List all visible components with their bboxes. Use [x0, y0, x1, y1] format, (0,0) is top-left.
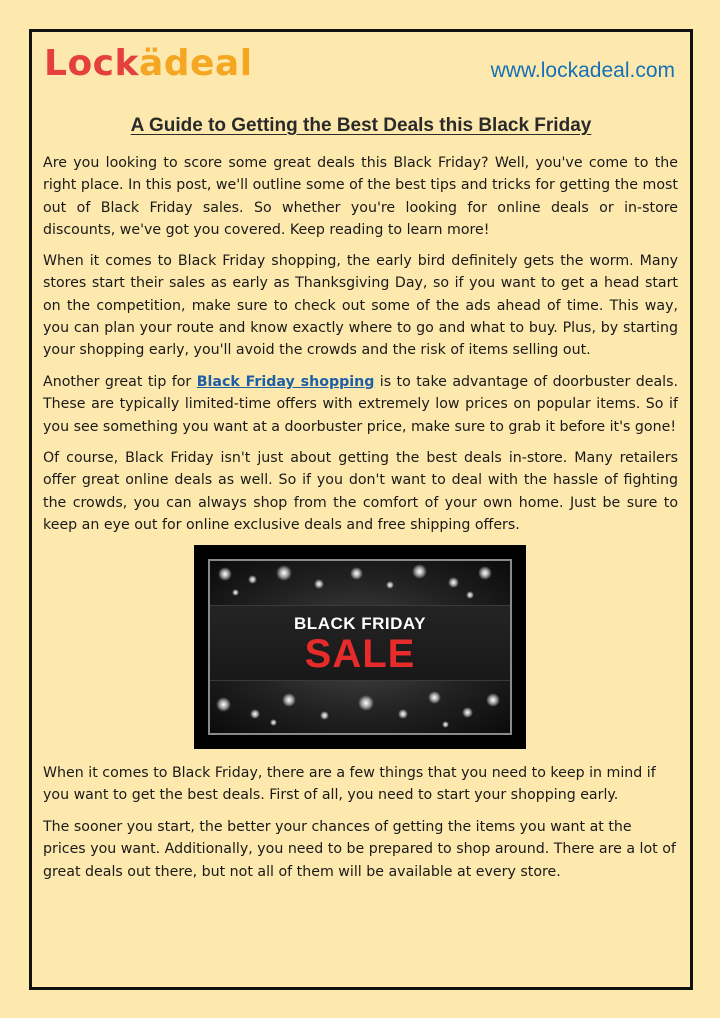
sparkle-icon [216, 697, 231, 712]
paragraph-doorbuster-lead: Another great tip for [43, 374, 197, 390]
sparkle-icon [478, 566, 492, 580]
sparkle-icon [282, 693, 296, 707]
paragraph-keep-in-mind: When it comes to Black Friday, there are a few things that you need to keep in mind if you want to get the best deals. First of all, you need to start your shopping early. [43, 765, 656, 804]
paragraph-early-bird: When it comes to Black Friday shopping, the early bird definitely gets the worm. Many stores start their sales as early as Thanksgiving Day, so if you want to get a head start on the competition, make sure to check out some of the ads ahead of time. This way, you can plan your route and know exactly where to go and what to buy. Plus, by starting your shopping early, you'll avoid the crowds and the risk of items selling out. [43, 253, 678, 359]
paragraph-intro: Are you looking to score some great deals this Black Friday? Well, you've come to the right place. In this post, we'll outline some of the best tips and tricks for getting the most out of Black Friday sales. So whether you're looking for online deals or in-store discounts, we've got you covered. Keep reading to learn more! [43, 155, 678, 238]
banner-sale-text: SALE [304, 632, 416, 676]
sparkle-icon [270, 719, 277, 726]
logo-text-adeal: ädeal [138, 43, 253, 84]
sparkle-icon [386, 581, 394, 589]
sparkle-icon [218, 567, 232, 581]
article-title: A Guide to Getting the Best Deals this Black Friday [130, 115, 592, 136]
paragraph-shop-around: The sooner you start, the better your chances of getting the items you want at the prices you want. Additionally, you need to be prepared to shop around. There are a lot of great deals out there, but not all of them will be available at every store. [43, 819, 676, 880]
banner-text-strip [210, 605, 510, 681]
black-friday-shopping-link[interactable]: Black Friday shopping [196, 374, 375, 390]
sparkle-icon [314, 579, 324, 589]
sparkle-icon [428, 691, 441, 704]
site-url-link[interactable]: www.lockadeal.com [490, 59, 675, 82]
sparkle-icon [442, 721, 449, 728]
sparkle-icon [250, 709, 260, 719]
sparkle-icon [448, 577, 459, 588]
sparkle-icon [466, 591, 474, 599]
sparkle-icon [412, 564, 427, 579]
sparkle-icon [398, 709, 408, 719]
sparkle-icon [358, 695, 374, 711]
sparkle-icon [350, 567, 363, 580]
sparkle-icon [232, 589, 239, 596]
paragraph-doorbuster [43, 371, 678, 438]
sparkle-icon [462, 707, 473, 718]
banner-heading: BLACK FRIDAY [294, 614, 426, 633]
sparkle-icon [276, 565, 292, 581]
sparkle-icon [320, 711, 329, 720]
banner-sparkle-background [208, 559, 512, 735]
black-friday-sale-banner [194, 545, 526, 749]
sparkle-icon [486, 693, 500, 707]
paragraph-doorbuster-rest: is to take advantage of doorbuster deals. These are typically limited-time offers with extremely low prices on popular items. So if you see something you want at a doorbuster price, make sure to grab it before it's gone! [43, 374, 678, 435]
page-frame [29, 29, 693, 990]
sparkle-icon [248, 575, 257, 584]
logo-text-lock: Lock [44, 43, 139, 84]
lockadeal-logo[interactable] [44, 44, 253, 84]
paragraph-online-deals: Of course, Black Friday isn't just about getting the best deals in-store. Many retailers offer great online deals as well. So if you don't want to deal with the hassle of fighting the crowds, you can always shop from the comfort of your own home. Just be sure to keep an eye out for online exclusive deals and free shipping offers. [43, 450, 678, 533]
